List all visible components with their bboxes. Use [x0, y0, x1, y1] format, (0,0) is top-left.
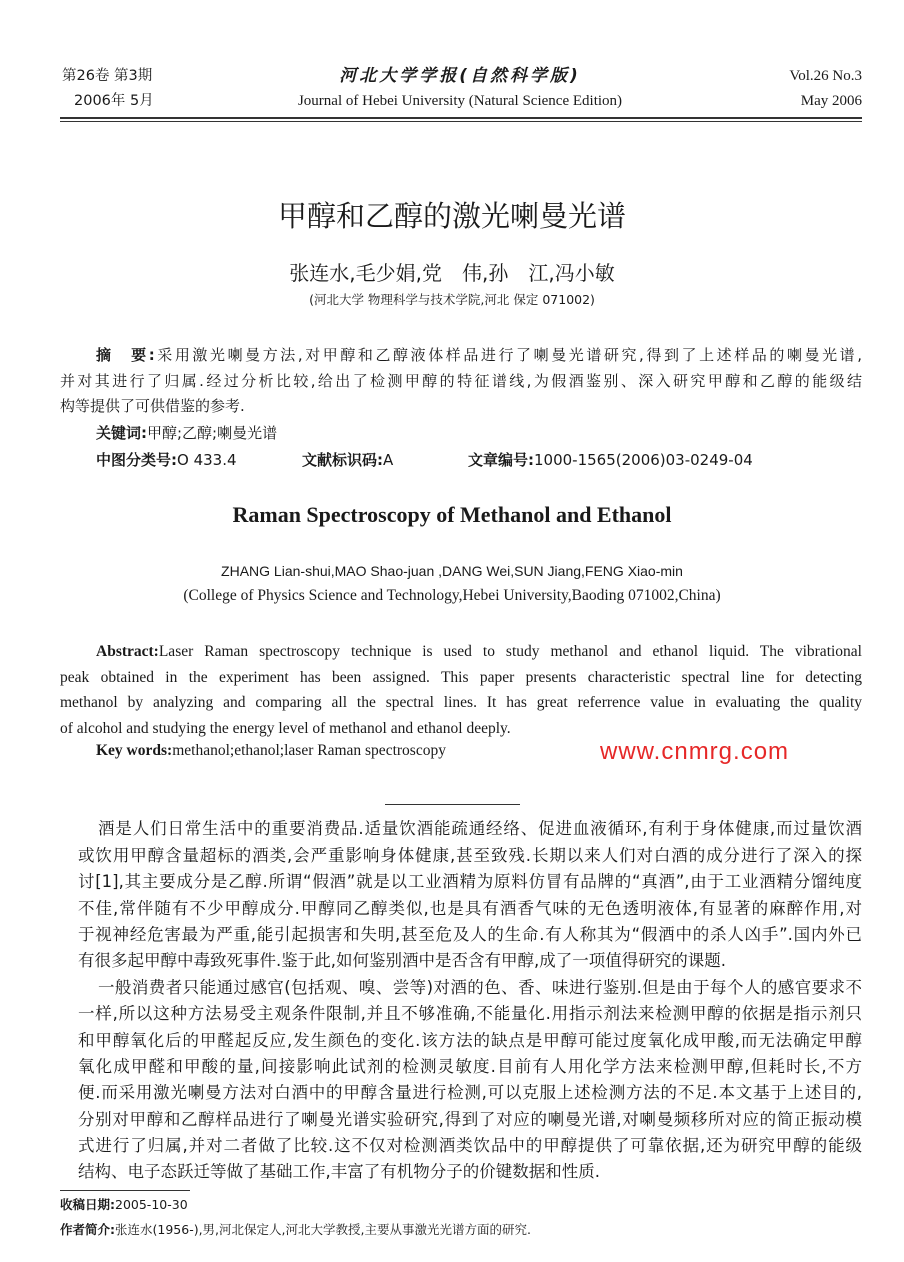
- abstract-en-line: Laser Raman spectroscopy technique is used to study methanol and ethanol liquid. The vibrational: [158, 643, 862, 660]
- volume-zh: 第26卷 第3期: [62, 68, 153, 84]
- keywords-zh-label: 关键词:: [96, 424, 147, 442]
- keywords-en: [96, 742, 446, 760]
- abstract-en-label: Abstract:: [96, 643, 159, 660]
- body-line: 一样,所以这种方法易受主观条件限制,并且不够准确,不能量化.用指示剂法来检测甲醇的依据是指示剂只: [78, 1004, 862, 1023]
- body-line: 分别对甲醇和乙醇样品进行了喇曼光谱实验研究,得到了对应的喇曼光谱,对喇曼频移所对应的简正振动模: [78, 1110, 862, 1129]
- keywords-zh: [96, 422, 277, 443]
- affiliation-zh: (河北大学 物理科学与技术学院,河北 保定 071002): [309, 292, 595, 307]
- body-line: 一般消费者只能通过感官(包括观、嗅、尝等)对酒的色、香、味进行鉴别.但是由于每个人的感官要求不: [98, 978, 862, 997]
- clc-value: O 433.4: [177, 451, 237, 469]
- volume-en: Vol.26 No.3: [789, 68, 862, 84]
- received-label: 收稿日期:: [60, 1197, 115, 1212]
- section-divider: [385, 804, 520, 805]
- journal-title-en: Journal of Hebei University (Natural Science Edition): [297, 93, 623, 109]
- abstract-en-line: methanol by analyzing and comparing all the spectral lines. It has great referrence value in evaluating the quality: [60, 694, 862, 711]
- abstract-zh-label: 摘 要:: [96, 346, 155, 364]
- author-bio-label: 作者简介:: [60, 1222, 115, 1237]
- author-bio-value: 张连水(1956-),男,河北保定人,河北大学教授,主要从事激光光谱方面的研究.: [115, 1222, 531, 1237]
- keywords-en-value: methanol;ethanol;laser Raman spectroscopy: [172, 742, 446, 759]
- body-line: 不佳,常伴随有不少甲醇成分.甲醇同乙醇类似,也是具有酒香气味的无色透明液体,有显著的麻醉作用,对: [78, 899, 862, 918]
- watermark: www.cnmrg.com: [600, 738, 790, 765]
- header-rule-thin: [60, 121, 862, 122]
- keywords-en-label: Key words:: [96, 742, 173, 759]
- body-line: 于视神经危害最为严重,能引起损害和失明,甚至危及人的生命.有人称其为“假酒中的杀人凶手”.国内外已: [78, 925, 862, 944]
- abstract-en-line: of alcohol and studying the energy level of methanol and ethanol deeply.: [60, 719, 511, 737]
- header-right: [789, 64, 862, 114]
- abstract-zh: [60, 343, 862, 420]
- received-value: 2005-10-30: [115, 1197, 188, 1212]
- footnote-received: [60, 1195, 188, 1213]
- affiliation-en: (College of Physics Science and Technology,Hebei University,Baoding 071002,China): [183, 587, 721, 604]
- body-line: 结构、电子态跃迁等做了基础工作,丰富了有机物分子的价键数据和性质.: [78, 1162, 600, 1181]
- authors-zh: 张连水,毛少娟,党 伟,孙 江,冯小敏: [289, 261, 615, 285]
- doc-code-value: A: [383, 451, 394, 469]
- body-line: 和甲醇氧化后的甲醛起反应,发生颜色的变化.该方法的缺点是甲醇可能过度氧化成甲酸,而无法确定甲醇: [78, 1031, 862, 1050]
- title-zh: 甲醇和乙醇的激光喇曼光谱: [277, 199, 626, 233]
- abstract-en: [60, 639, 862, 741]
- body-line: 或饮用甲醇含量超标的酒类,会严重影响身体健康,甚至致残.长期以来人们对白酒的成分进行了深入的探: [78, 846, 862, 865]
- clc-label: 中图分类号:: [96, 451, 177, 469]
- body-line: 氧化成甲醛和甲酸的量,间接影响此试剂的检测灵敏度.目前有人用化学方法来检测甲醇,但耗时长,不方: [78, 1057, 862, 1076]
- body-line: 讨[1],其主要成分是乙醇.所谓“假酒”就是以工业酒精为原料仿冒有品牌的“真酒”,由于工业酒精分馏纯度: [78, 872, 862, 891]
- abstract-en-line: peak obtained in the experiment has been assigned. This paper presents characteristic spectral line for detecting: [60, 668, 862, 686]
- body-line: 有很多起甲醇中毒致死事件.鉴于此,如何鉴别酒中是否含有甲醇,成了一项值得研究的课题.: [78, 951, 726, 970]
- abstract-zh-line: 并对其进行了归属.经过分析比较,给出了检测甲醇的特征谱线,为假酒鉴别、深入研究甲醇和乙醇的能级结: [60, 371, 862, 390]
- title-en: Raman Spectroscopy of Methanol and Ethanol: [232, 502, 672, 527]
- article-no-label: 文章编号:: [468, 451, 534, 469]
- body-line: 酒是人们日常生活中的重要消费品.适量饮酒能疏通经络、促进血液循环,有利于身体健康,而过量饮酒: [98, 819, 862, 838]
- abstract-zh-line: 构等提供了可供借鉴的参考.: [60, 397, 245, 415]
- header-left: [62, 64, 154, 114]
- authors-en: ZHANG Lian-shui,MAO Shao-juan ,DANG Wei,SUN Jiang,FENG Xiao-min: [221, 563, 683, 579]
- abstract-zh-line: 采用激光喇曼方法,对甲醇和乙醇液体样品进行了喇曼光谱研究,得到了上述样品的喇曼光谱,: [154, 346, 863, 364]
- footnote-rule: [60, 1190, 190, 1191]
- article-no-value: 1000-1565(2006)03-0249-04: [534, 451, 753, 469]
- body-line: 式进行了归属,并对二者做了比较.这不仅对检测酒类饮品中的甲醇提供了可靠依据,还为研究甲醇的能级: [78, 1136, 862, 1155]
- body-line: 便.而采用激光喇曼方法对白酒中的甲醇含量进行检测,可以克服上述检测方法的不足.本文基于上述目的,: [78, 1083, 862, 1102]
- journal-title-zh: 河北大学学报(自然科学版): [339, 66, 581, 86]
- doc-code-label: 文献标识码:: [302, 451, 383, 469]
- date-zh: 2006年 5月: [74, 93, 154, 109]
- date-en: May 2006: [800, 93, 862, 109]
- keywords-zh-value: 甲醇;乙醇;喇曼光谱: [147, 424, 278, 442]
- header-center: [200, 64, 720, 114]
- footnote-author: [60, 1220, 531, 1238]
- header-rule: [60, 117, 862, 119]
